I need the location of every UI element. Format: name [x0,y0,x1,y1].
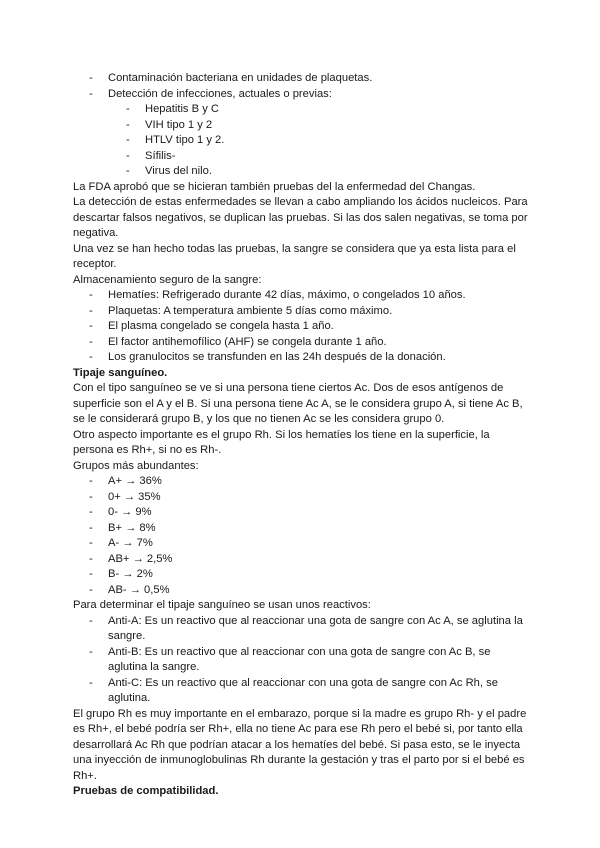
list-item: - Anti-B: Es un reactivo que al reaccionar con una gota de sangre con Ac B, se aglutina la sangre. [73,645,528,676]
sublist-item: - HTLV tipo 1 y 2. [73,133,528,149]
paragraph-almacenamiento: Almacenamiento seguro de la sangre: [73,273,262,286]
paragraph-rh: Otro aspecto importante es el grupo Rh. Si los hematíes los tiene en la superficie, la persona es Rh+, si no es Rh-. [73,428,490,456]
list-item: - Anti-C: Es un reactivo que al reaccionar con una gota de sangre con Ac Rh, se aglutina. [73,676,528,707]
sublist-item: - VIH tipo 1 y 2 [73,118,528,134]
sublist-item: - Sífilis- [73,149,528,165]
list-item: - Detección de infecciones, actuales o previas: [73,87,528,103]
document-body [73,71,528,800]
list-item: - El plasma congelado se congela hasta 1 año. [73,319,528,335]
heading-tipaje: Tipaje sanguíneo. [73,366,168,379]
list-item: - A- → 7% [73,536,528,552]
list-item: - Los granulocitos se transfunden en las 24h después de la donación. [73,350,528,366]
list-item: - Contaminación bacteriana en unidades de plaquetas. [73,71,528,87]
sublist-item: - Hepatitis B y C [73,102,528,118]
paragraph-embarazo: El grupo Rh es muy importante en el embarazo, porque si la madre es grupo Rh- y el padre es Rh+, el bebé podría ser Rh+, ella no tiene Ac para ese Rh pero el bebé si, por tanto ella desarrollará Ac Rh que podrían atacar a los hematíes del bebé. Si pasa esto, se le inyecta una inyección de inmunoglobulinas Rh durante la gestación y tras el parto por si el bebé es Rh+. [73,707,527,782]
sublist-item: - Virus del nilo. [73,164,528,180]
list-item: - Anti-A: Es un reactivo que al reaccionar una gota de sangre con Ac A, se aglutina la sangre. [73,614,528,645]
list-item: - Hematíes: Refrigerado durante 42 días, máximo, o congelados 10 años. [73,288,528,304]
list-item: - Plaquetas: A temperatura ambiente 5 días como máximo. [73,304,528,320]
paragraph-deteccion: La detección de estas enfermedades se llevan a cabo ampliando los ácidos nucleicos. Para descartar falsos negativos, se duplican las pruebas. Si las dos salen negativas, se toma por negativa. [73,196,528,239]
list-item: - 0- → 9% [73,505,528,521]
list-item: - AB- → 0,5% [73,583,528,599]
paragraph-fda: La FDA aprobó que se hicieran también pruebas del la enfermedad del Changas. [73,180,476,193]
heading-compatibilidad: Pruebas de compatibilidad. [73,785,219,797]
list-item: - 0+ → 35% [73,490,528,506]
paragraph-reactivos: Para determinar el tipaje sanguíneo se usan unos reactivos: [73,599,371,611]
list-item: - A+ → 36% [73,474,528,490]
paragraph-tipo-sanguineo: Con el tipo sanguíneo se ve si una persona tiene ciertos Ac. Dos de esos antígenos de superficie son el A y el B. Si una persona tiene Ac A, se le considera grupo A, si tiene Ac B, se le considerará grupo B, y los que no tienen Ac se les considera grupo 0. [73,382,523,425]
list-item: - El factor antihemofílico (AHF) se congela durante 1 año. [73,335,528,351]
paragraph-lista-receptor: Una vez se han hecho todas las pruebas, la sangre se considera que ya esta lista para el receptor. [73,242,516,270]
list-item: - AB+ → 2,5% [73,552,528,568]
list-item: - B- → 2% [73,567,528,583]
list-item: - B+ → 8% [73,521,528,537]
paragraph-grupos: Grupos más abundantes: [73,459,199,472]
